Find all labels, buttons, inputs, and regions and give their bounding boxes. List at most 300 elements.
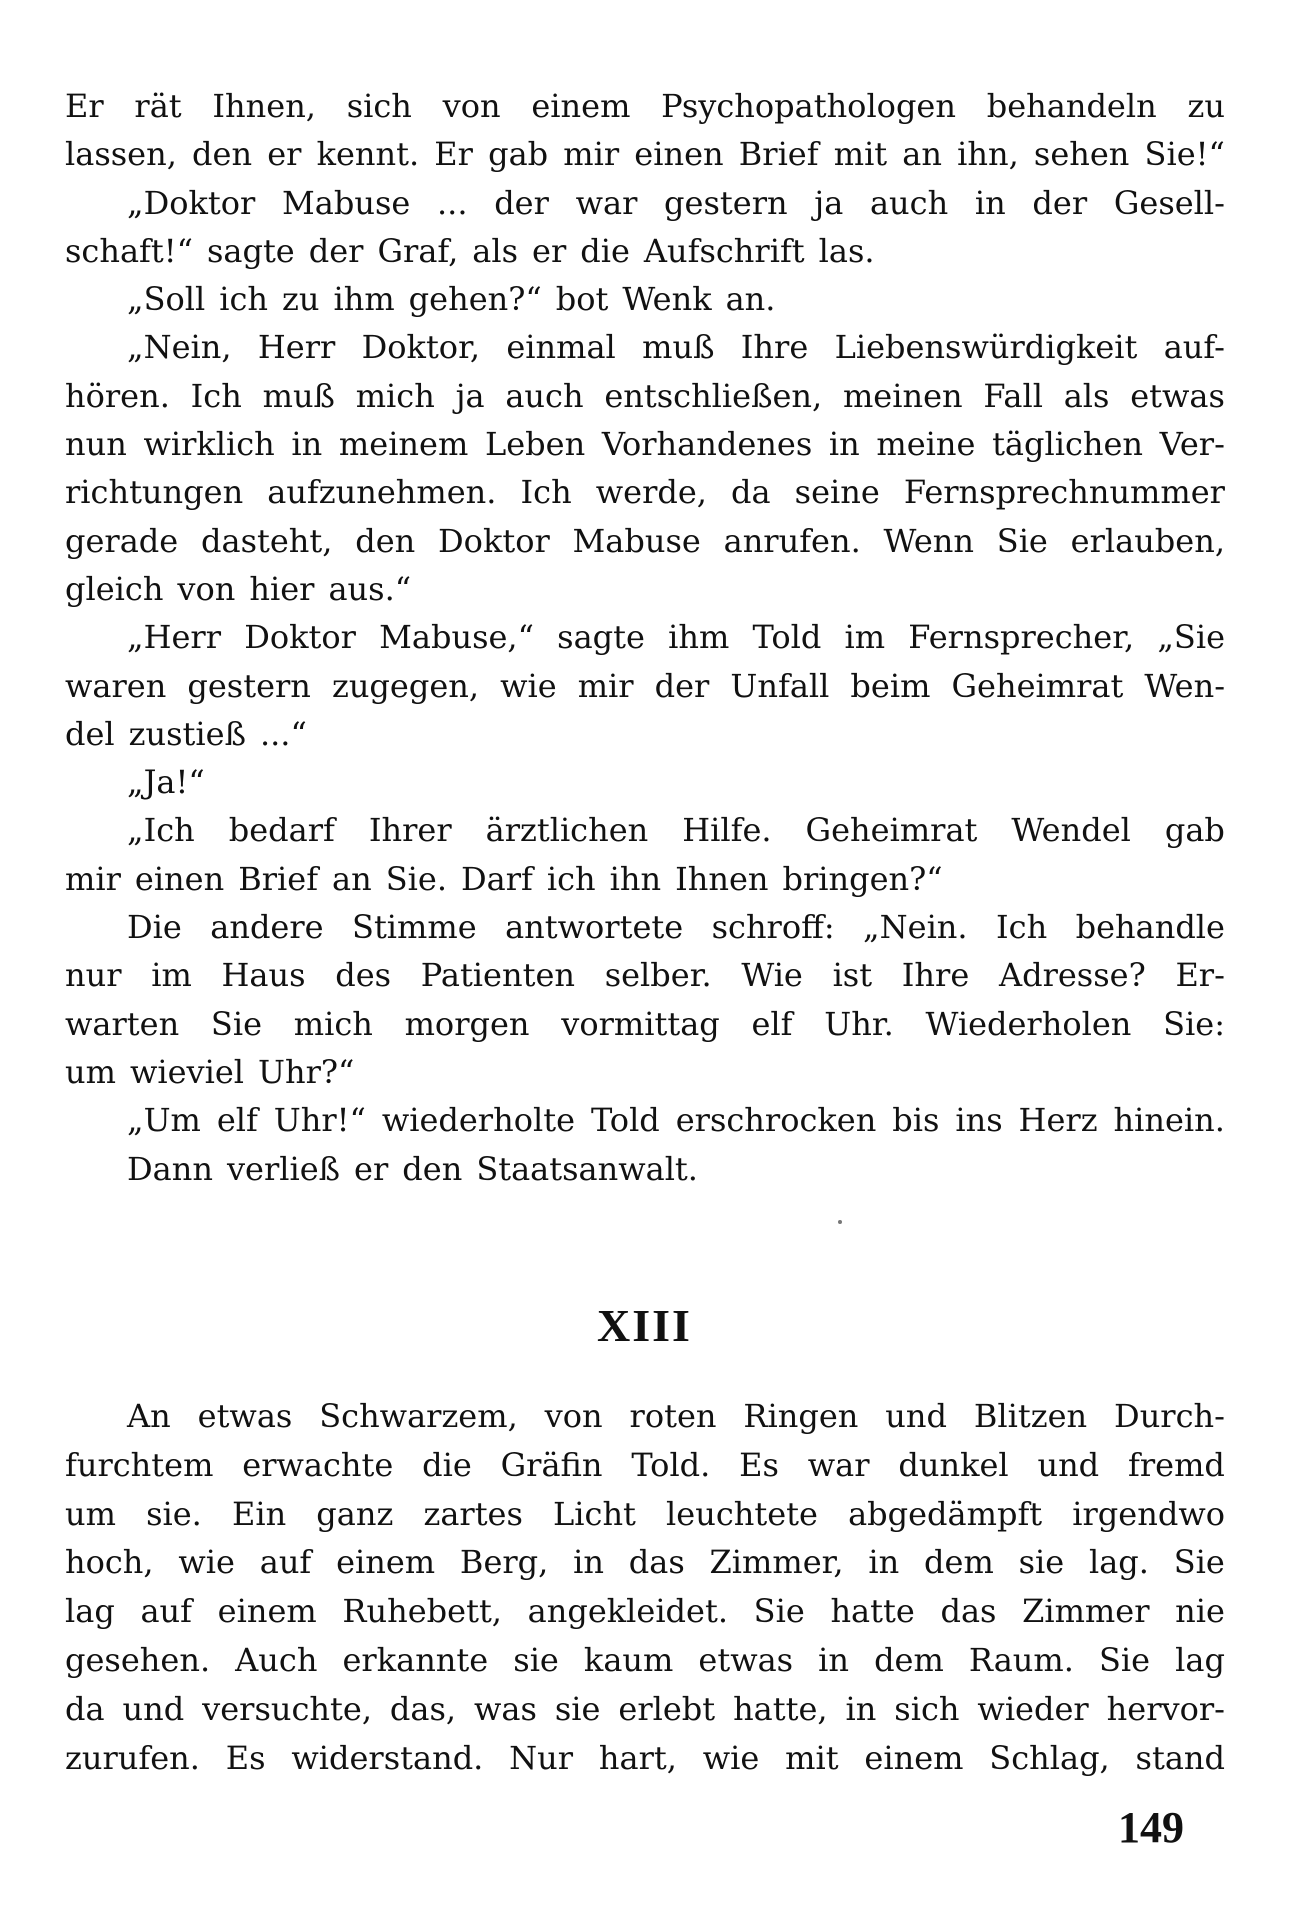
word: an. [725, 280, 776, 319]
word: anrufen. [723, 521, 861, 560]
word: Dann [127, 1149, 213, 1188]
word: da [65, 1689, 105, 1728]
text-line [65, 82, 1225, 130]
word: gestern [187, 666, 311, 705]
word: zu [282, 280, 320, 319]
word: was [474, 1689, 537, 1728]
text-line [65, 1096, 1225, 1144]
word: hören. [65, 376, 170, 415]
word: Aufschrift [643, 231, 805, 270]
word: ist [832, 956, 873, 995]
word: Gesell- [1113, 183, 1225, 222]
word: „Ja!“ [127, 763, 205, 802]
word: in [291, 425, 323, 464]
word: war [575, 183, 638, 222]
word: erlauben, [1070, 521, 1225, 560]
word: Geheimrat [951, 666, 1124, 705]
word: wie [500, 666, 557, 705]
word: roten [629, 1397, 717, 1435]
word: gab [1164, 811, 1225, 850]
word: Leben [484, 425, 586, 464]
text-line [65, 130, 1225, 178]
word: warten [65, 1004, 180, 1043]
word: von [544, 1397, 603, 1435]
word: sagte [206, 231, 295, 270]
word: Wie [741, 956, 803, 995]
word: Told. [631, 1445, 711, 1484]
word: hart, [598, 1738, 677, 1777]
word: behandeln [986, 87, 1157, 125]
word: dasteht, [201, 521, 333, 560]
word: beim [850, 666, 931, 705]
word: zustieß [128, 714, 246, 753]
word: hatte [830, 1592, 915, 1631]
word: um [65, 1052, 116, 1091]
word: Doktor [438, 521, 550, 560]
word: zugegen, [331, 666, 480, 705]
word: mich [293, 1004, 373, 1043]
word: bringen?“ [782, 859, 943, 898]
word: das [628, 1543, 685, 1582]
word: als [1063, 376, 1110, 415]
word: Sie!“ [1144, 135, 1225, 174]
word: Blitzen [973, 1397, 1088, 1435]
word: gehen?“ [408, 280, 542, 319]
word: Mabuse [572, 521, 701, 560]
word: hatte, [733, 1689, 828, 1728]
word: dem [874, 1640, 944, 1679]
word: er [354, 1149, 389, 1188]
word: ...“ [259, 714, 307, 753]
word: zurufen. [65, 1738, 200, 1777]
word: Told [590, 1101, 660, 1140]
word: ganz [316, 1494, 394, 1533]
word: mir [577, 666, 634, 705]
word: gestern [664, 183, 788, 222]
text-line [65, 565, 1225, 613]
word: Doktor, [361, 328, 481, 367]
word: Herz [1018, 1101, 1098, 1140]
word: sie. [146, 1494, 202, 1533]
word: „Herr [127, 618, 222, 657]
word: Es [225, 1738, 266, 1777]
word: mir [563, 135, 620, 174]
word: Graf, [377, 231, 459, 270]
word: bot [555, 280, 609, 319]
word: Told [752, 618, 822, 657]
word: wirklich [143, 425, 275, 464]
word: lag. [1088, 1543, 1149, 1582]
word: Fall [983, 376, 1043, 415]
word: Brief [738, 135, 819, 174]
text-line [65, 1538, 1225, 1587]
word: werde, [595, 473, 707, 512]
word: Ringen [743, 1397, 859, 1435]
word: die [422, 1445, 472, 1484]
word: in [974, 183, 1006, 222]
word: Sie: [1163, 1004, 1225, 1043]
word: Darf [460, 859, 533, 898]
word: Zimmer, [709, 1543, 844, 1582]
word: nie [1175, 1592, 1225, 1631]
word: ins [955, 1101, 1003, 1140]
word: des [335, 956, 392, 995]
word: einem [531, 87, 631, 125]
word: Die [127, 908, 182, 947]
word: Patienten [420, 956, 575, 995]
word: einem [336, 1543, 436, 1582]
word: Hilfe. [682, 811, 772, 850]
word: wiederholte [381, 1101, 575, 1140]
word: auch [505, 376, 584, 415]
word: der [494, 183, 549, 222]
word: Haus [221, 956, 306, 995]
word: und [1037, 1445, 1100, 1484]
word: Er- [1175, 956, 1225, 995]
word: wieder [977, 1689, 1089, 1728]
text-line [65, 323, 1225, 371]
word: Er [65, 87, 104, 125]
word: und [122, 1689, 185, 1728]
word: Fernsprecher, [908, 618, 1135, 657]
word: auf [140, 1592, 192, 1631]
word: lassen, [65, 135, 177, 174]
text-line [65, 855, 1225, 903]
word: Durch- [1114, 1397, 1225, 1435]
word: Ruhebett, [342, 1592, 502, 1631]
word: Ein [231, 1494, 287, 1533]
text-line [65, 758, 1225, 806]
word: sie [1018, 1543, 1065, 1582]
text-line [65, 1587, 1225, 1636]
word: erkannte [342, 1640, 489, 1679]
word: einen [634, 135, 724, 174]
word: versuchte, [202, 1689, 372, 1728]
text-line [65, 1490, 1225, 1539]
word: gesehen. [65, 1640, 211, 1679]
word: um [65, 1494, 116, 1533]
word: hinein. [1113, 1101, 1225, 1140]
word: Vorhandenes [601, 425, 813, 464]
word: sagte [557, 618, 645, 657]
word: Sie [996, 521, 1048, 560]
word: täglichen [992, 425, 1144, 464]
word: Wenn [883, 521, 974, 560]
word: stand [1135, 1738, 1225, 1777]
word: Ihre [740, 328, 809, 367]
text-line [65, 1000, 1225, 1048]
word: Uhr!“ [273, 1101, 366, 1140]
word: Ihnen, [212, 87, 316, 125]
word: etwas [1130, 376, 1225, 415]
word: irgendwo [1072, 1494, 1225, 1533]
word: ihm [668, 618, 730, 657]
word: Brief [238, 859, 319, 898]
text-line [65, 275, 1225, 323]
word: verließ [226, 1149, 341, 1188]
text-line [65, 1636, 1225, 1685]
word: etwas [197, 1397, 293, 1435]
word: wie [702, 1738, 760, 1777]
word: da [731, 473, 771, 512]
word: in [845, 1689, 877, 1728]
word: meinem [338, 425, 469, 464]
text-line [65, 227, 1225, 275]
text-line [65, 1392, 1225, 1441]
word: muß [262, 376, 335, 415]
word: vormittag [561, 1004, 720, 1043]
text-line [65, 372, 1225, 420]
word: kennt. [316, 135, 420, 174]
word: aufzunehmen. [267, 473, 497, 512]
word: Auch [235, 1640, 318, 1679]
word: mich [355, 376, 435, 415]
word: auf- [1163, 328, 1225, 367]
word: leuchtete [666, 1494, 818, 1533]
word: den [192, 135, 253, 174]
word: auf [259, 1543, 312, 1582]
word: und [885, 1397, 947, 1435]
word: „Nein. [863, 908, 968, 947]
word: Adresse? [998, 956, 1146, 995]
word: Uhr?“ [258, 1052, 355, 1091]
word: an [332, 859, 372, 898]
print-speck [838, 1220, 842, 1224]
word: hervor- [1106, 1689, 1225, 1728]
word: elf [216, 1101, 258, 1140]
word: las. [818, 231, 875, 270]
word: Doktor [244, 618, 356, 657]
word: von [177, 569, 236, 608]
word: „Sie [1157, 618, 1225, 657]
word: Fernsprechnummer [903, 473, 1225, 512]
word: an [902, 135, 942, 174]
word: Zimmer [1022, 1592, 1150, 1631]
word: Wiederholen [925, 1004, 1132, 1043]
word: dem [924, 1543, 994, 1582]
word: das, [389, 1689, 457, 1728]
word: Sie [210, 1004, 262, 1043]
word: mir [65, 859, 121, 898]
word: Staatsanwalt. [476, 1149, 698, 1188]
text-line [65, 613, 1225, 661]
word: antwortete [505, 908, 684, 947]
word: kaum [583, 1640, 674, 1679]
word: von [442, 87, 501, 125]
word: gerade [65, 521, 179, 560]
word: den [402, 1149, 463, 1188]
word: selber. [604, 956, 712, 995]
word: wie [178, 1543, 235, 1582]
word: einen [134, 859, 225, 898]
page-number: 149 [1118, 1803, 1184, 1852]
text-line [65, 1734, 1225, 1783]
word: rät [134, 87, 182, 125]
word: hoch, [65, 1543, 154, 1582]
word: war [807, 1445, 870, 1484]
text-line [65, 1685, 1225, 1734]
word: Sie [753, 1592, 805, 1631]
word: Sie. [385, 859, 447, 898]
word: Herr [257, 328, 336, 367]
word: als [472, 231, 518, 270]
word: bedarf [228, 811, 335, 850]
word: im [151, 956, 192, 995]
word: sie [554, 1689, 601, 1728]
word: Wenk [622, 280, 712, 319]
word: Ver- [1159, 425, 1225, 464]
word: bis [892, 1101, 940, 1140]
text-line [65, 1048, 1225, 1096]
word: Gräfin [500, 1445, 603, 1484]
word: der [308, 231, 364, 270]
word: zu [1187, 87, 1225, 125]
word: Ich [520, 473, 572, 512]
word: lag [1175, 1640, 1225, 1679]
word: die [580, 231, 630, 270]
word: lag [65, 1592, 115, 1631]
word: „Nein, [127, 328, 232, 367]
word: auch [869, 183, 949, 222]
word: Er [434, 135, 473, 174]
word: in [868, 1543, 900, 1582]
word: gleich [65, 569, 164, 608]
word: den [355, 521, 416, 560]
text-line [65, 662, 1225, 710]
word: Unfall [730, 666, 830, 705]
word: ihn [609, 859, 662, 898]
word: richtungen [65, 473, 244, 512]
text-line [65, 951, 1225, 999]
word: Es [739, 1445, 779, 1484]
word: erlebt [618, 1689, 716, 1728]
text-line [65, 420, 1225, 468]
word: meine [876, 425, 976, 464]
word: hier [249, 569, 315, 608]
word: meinen [842, 376, 963, 415]
word: ... [436, 183, 468, 222]
word: nur [65, 956, 122, 995]
word: ihm [333, 280, 395, 319]
word: Ihre [901, 956, 970, 995]
word: Sie [1173, 1543, 1225, 1582]
word: dunkel [898, 1445, 1009, 1484]
word: ich [219, 280, 268, 319]
word: mit [785, 1738, 839, 1777]
word: im [844, 618, 886, 657]
word: ihn, [957, 135, 1019, 174]
word: mit [833, 135, 888, 174]
word: del [65, 714, 115, 753]
word: Ihnen [675, 859, 769, 898]
word: Wen- [1144, 666, 1225, 705]
word: in [573, 1543, 604, 1582]
word: einmal [506, 328, 616, 367]
word: furchtem [65, 1445, 214, 1484]
word: erwachte [242, 1445, 394, 1484]
text-line [65, 903, 1225, 951]
word: angekleidet. [527, 1592, 728, 1631]
word: „Doktor [127, 183, 256, 222]
text-block-before-chapter [65, 82, 1225, 1193]
word: Schlag, [989, 1738, 1110, 1777]
word: einem [864, 1738, 964, 1777]
word: An [127, 1397, 171, 1435]
word: Licht [553, 1494, 636, 1533]
word: widerstand. [291, 1738, 484, 1777]
word: schroff: [711, 908, 835, 947]
word: ich [546, 859, 596, 898]
word: er [267, 135, 302, 174]
word: Nur [509, 1738, 574, 1777]
word: Ich [190, 376, 242, 415]
word: der [654, 666, 710, 705]
word: Mabuse [282, 183, 411, 222]
word: muß [642, 328, 715, 367]
word: Sie [1098, 1640, 1151, 1679]
word: „Um [127, 1101, 201, 1140]
word: Uhr. [824, 1004, 894, 1043]
text-line [65, 1145, 1225, 1193]
word: einem [217, 1592, 317, 1631]
word: ja [814, 183, 844, 222]
word: abgedämpft [848, 1494, 1043, 1533]
word: aus.“ [328, 569, 412, 608]
word: Schwarzem, [319, 1397, 518, 1435]
word: Liebenswürdigkeit [834, 328, 1138, 367]
word: das [940, 1592, 997, 1631]
word: nun [65, 425, 127, 464]
word: andere [210, 908, 324, 947]
word: zartes [423, 1494, 523, 1533]
word: behandle [1075, 908, 1225, 947]
word: Psychopathologen [661, 87, 956, 125]
word: entschließen, [604, 376, 823, 415]
word: ärztlichen [485, 811, 649, 850]
text-line [65, 468, 1225, 516]
word: „Soll [127, 280, 206, 319]
word: ja [455, 376, 485, 415]
word: waren [65, 666, 167, 705]
word: der [1032, 183, 1088, 222]
word: in [828, 425, 860, 464]
word: Stimme [352, 908, 477, 947]
text-block-chapter-start [65, 1392, 1225, 1782]
text-line [65, 517, 1225, 565]
word: wieviel [129, 1052, 244, 1091]
chapter-heading: XIII [597, 1300, 692, 1351]
text-line [65, 1441, 1225, 1490]
text-line [65, 179, 1225, 227]
word: Mabuse,“ [379, 618, 534, 657]
word: in [818, 1640, 849, 1679]
word: sich [346, 87, 412, 125]
word: seine [794, 473, 880, 512]
text-line [65, 710, 1225, 758]
word: etwas [698, 1640, 794, 1679]
word: „Ich [127, 811, 195, 850]
word: elf [751, 1004, 793, 1043]
text-line [65, 806, 1225, 854]
word: morgen [404, 1004, 530, 1043]
word: er [532, 231, 567, 270]
word: Berg, [459, 1543, 549, 1582]
word: Raum. [968, 1640, 1074, 1679]
word: sehen [1033, 135, 1130, 174]
word: sie [513, 1640, 559, 1679]
word: erschrocken [675, 1101, 877, 1140]
word: Geheimrat [805, 811, 978, 850]
